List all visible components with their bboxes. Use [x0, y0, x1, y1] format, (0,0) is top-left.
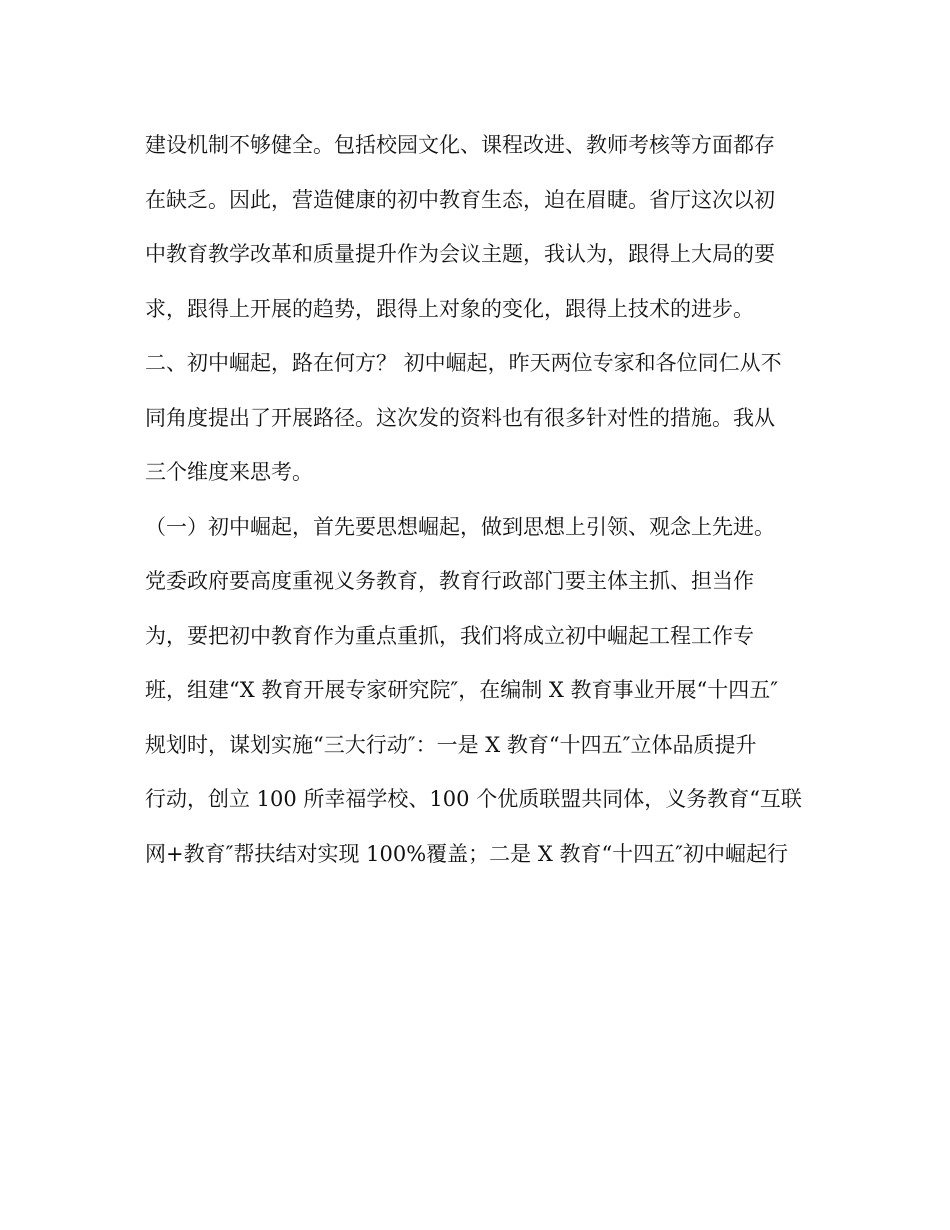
text-line: 求，跟得上开展的趋势，跟得上对象的变化，跟得上技术的进步。: [145, 296, 754, 321]
text-line: 网+教育″帮扶结对实现 100%覆盖；二是 X 教育“十四五″初中崛起行: [145, 841, 789, 866]
text-line: 中教育教学改革和质量提升作为会议主题，我认为，跟得上大局的要: [145, 242, 775, 266]
text-line: 同角度提出了开展路径。这次发的资料也有很多针对性的措施。我从: [145, 405, 775, 430]
text-line: 规划时，谋划实施“三大行动″：一是 X 教育“十四五″立体品质提升: [145, 732, 757, 757]
text-line: 在缺乏。因此，营造健康的初中教育生态，迫在眉睫。省厅这次以初: [145, 187, 775, 212]
text-line: 为，要把初中教育作为重点重抓，我们将成立初中崛起工程工作专: [145, 623, 754, 648]
text-line: 班，组建“X 教育开展专家研究院″，在编制 X 教育事业开展“十四五″: [145, 678, 779, 702]
text-line: 党委政府要高度重视义务教育，教育行政部门要主体主抓、担当作: [145, 569, 754, 593]
body-text: [145, 118, 815, 881]
text-line: 建设机制不够健全。包括校园文化、课程改进、教师考核等方面都存: [145, 133, 775, 157]
text-line: 三个维度来思考。: [145, 460, 313, 484]
section-heading-line: 二、初中崛起，路在何方？ 初中崛起，昨天两位专家和各位同仁从不: [145, 351, 782, 375]
text-line: 行动，创立 100 所幸福学校、100 个优质联盟共同体，义务教育“互联: [145, 787, 802, 811]
subsection-heading-line: （一）初中崛起，首先要思想崛起，做到思想上引领、观念上先进。: [145, 514, 775, 539]
